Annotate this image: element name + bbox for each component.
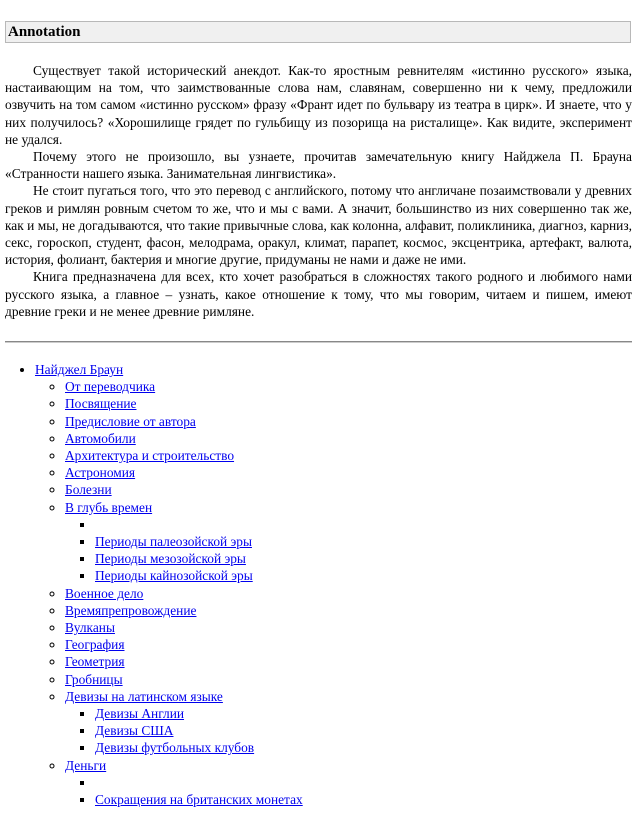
annotation-body bbox=[5, 62, 632, 320]
toc-item bbox=[65, 447, 638, 464]
toc-link[interactable]: Автомобили bbox=[65, 430, 136, 446]
toc-link[interactable]: Времяпрепровождение bbox=[65, 602, 197, 618]
toc-item bbox=[65, 688, 638, 757]
toc-link[interactable]: Гробницы bbox=[65, 671, 123, 687]
toc-link[interactable]: Деньги bbox=[65, 757, 107, 773]
toc-item bbox=[65, 430, 638, 447]
toc-link[interactable]: Астрономия bbox=[65, 465, 136, 481]
toc-link[interactable]: Вулканы bbox=[65, 620, 115, 636]
toc-list bbox=[0, 361, 638, 808]
toc-sublist bbox=[65, 516, 638, 585]
toc-link[interactable]: Предисловие от автора bbox=[65, 413, 196, 429]
toc-item bbox=[65, 464, 638, 481]
toc-link[interactable]: Девизы Англии bbox=[95, 706, 185, 722]
toc-item bbox=[95, 567, 638, 584]
toc-item bbox=[65, 636, 638, 653]
toc-link[interactable]: Архитектура и строительство bbox=[65, 448, 235, 464]
toc-link[interactable]: Болезни bbox=[65, 482, 112, 498]
toc-item bbox=[95, 550, 638, 567]
toc-link[interactable]: Военное дело bbox=[65, 585, 144, 601]
annotation-heading: Annotation bbox=[5, 21, 631, 43]
section-divider bbox=[5, 341, 632, 343]
toc-link[interactable]: География bbox=[65, 637, 125, 653]
toc-item bbox=[65, 653, 638, 670]
toc-link[interactable]: Девизы на латинском языке bbox=[65, 688, 223, 704]
toc-item bbox=[65, 413, 638, 430]
toc-item bbox=[95, 791, 638, 808]
toc-item bbox=[65, 378, 638, 395]
toc-item bbox=[35, 361, 638, 808]
toc-sublist bbox=[35, 378, 638, 808]
toc-item bbox=[65, 481, 638, 498]
toc-item bbox=[95, 533, 638, 550]
annotation-paragraph: Не стоит пугаться того, что это перевод с английского, потому что англичане позаимствовали у древних греков и римлян ровным счетом то же, что и мы с вами. А значит, большинство из них совершенно так же, как и мы, не догадываются, что такие привычные слова, как колонна, алфавит, поликлиника, диагноз, карниз, секс, гороскоп, студент, фасон, мелодрама, оракул, климат, парапет, космос, эксцентрика, артефакт, валюта, история, фолиант, бактерия и многие другие, придуманы не нами и даже не ими. bbox=[5, 183, 632, 268]
toc-item bbox=[65, 671, 638, 688]
toc-link[interactable]: Посвящение bbox=[65, 396, 137, 412]
toc-item bbox=[95, 705, 638, 722]
toc-link[interactable]: Сокращения на британских монетах bbox=[95, 792, 303, 808]
toc-item bbox=[95, 722, 638, 739]
toc-link[interactable]: Девизы США bbox=[95, 723, 174, 739]
toc-link-author[interactable]: Найджел Браун bbox=[35, 362, 124, 377]
annotation-paragraph: Существует такой исторический анекдот. Как-то яростным ревнителям «истинно русского» языка, настаивающим на том, что заимствованные слова нам, славянам, совершенно ни к чему, предложили озвучить на том самом «истинно русском» фразу «Франт идет по бульвару из театра в цирк». И знаете, что у них получилось? «Хорошилище грядет по гульбищу из позорища на ристалище». Как видите, эксперимент не удался. bbox=[5, 63, 632, 147]
toc-item bbox=[65, 395, 638, 412]
toc-link[interactable]: Периоды мезозойской эры bbox=[95, 551, 246, 567]
toc-item bbox=[65, 757, 638, 809]
toc-item bbox=[65, 602, 638, 619]
toc-item-empty bbox=[95, 516, 638, 533]
toc-link[interactable]: В глубь времен bbox=[65, 499, 153, 515]
annotation-paragraph: Книга предназначена для всех, кто хочет разобраться в сложностях такого родного и любимого нами русского языка, а главное – узнать, какое отношение к тому, что мы говорим, читаем и пишем, имеют древние греки и не менее древние римляне. bbox=[5, 269, 632, 319]
toc-link[interactable]: Периоды палеозойской эры bbox=[95, 534, 252, 550]
toc-link[interactable]: Периоды кайнозойской эры bbox=[95, 568, 253, 584]
toc-link[interactable]: Геометрия bbox=[65, 654, 125, 670]
toc-link[interactable]: От переводчика bbox=[65, 379, 156, 395]
toc-item bbox=[95, 739, 638, 756]
toc-item-empty bbox=[95, 774, 638, 791]
toc-link[interactable]: Девизы футбольных клубов bbox=[95, 740, 255, 756]
toc-sublist bbox=[65, 705, 638, 757]
annotation-paragraph: Почему этого не произошло, вы узнаете, прочитав замечательную книгу Найджела П. Брауна «Странности нашего языка. Занимательная лингвистика». bbox=[5, 149, 632, 182]
toc-item bbox=[65, 585, 638, 602]
toc-item bbox=[65, 499, 638, 585]
toc-item bbox=[65, 619, 638, 636]
table-of-contents bbox=[0, 361, 638, 808]
toc-sublist bbox=[65, 774, 638, 808]
